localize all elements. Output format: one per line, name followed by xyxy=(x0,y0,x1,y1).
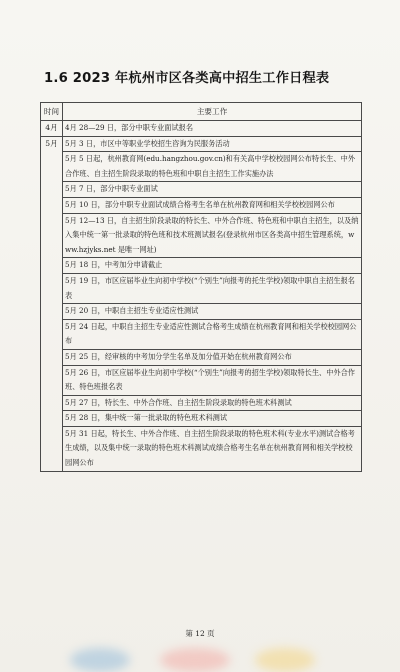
header-time: 时间 xyxy=(41,103,63,121)
table-row xyxy=(41,319,362,349)
decorative-blob xyxy=(70,648,130,672)
work-item: 4月 28—29 日，部分中职专业面试报名 xyxy=(63,121,362,137)
table-row xyxy=(41,349,362,365)
table-row xyxy=(41,426,362,471)
month-cell-may: 5月 xyxy=(41,136,63,471)
table-row xyxy=(41,365,362,395)
decorative-blob xyxy=(255,648,315,672)
table-row xyxy=(41,136,362,152)
work-item: 5月 31 日起，特长生、中外合作班、自主招生阶段录取的特色班术科(专业水平)测试合格考生成绩，以及集中统一录取的特色班术科测试成绩合格考生名单在杭州教育网和相关学校校园网公布 xyxy=(63,426,362,471)
table-row xyxy=(41,121,362,137)
table-row xyxy=(41,411,362,427)
header-main-work: 主要工作 xyxy=(63,103,362,121)
table-row xyxy=(41,395,362,411)
table-row xyxy=(41,213,362,258)
month-cell-april: 4月 xyxy=(41,121,63,137)
work-item: 5月 18 日，中考加分申请截止 xyxy=(63,258,362,274)
schedule-table xyxy=(40,102,362,472)
work-item: 5月 25 日，经审核的中考加分学生名单及加分值开始在杭州教育网公布 xyxy=(63,349,362,365)
work-item: 5月 19 日，市区应届毕业生向初中学校(“个别生”向报考的托生学校)领取中职自主招生报名表 xyxy=(63,273,362,303)
table-row xyxy=(41,152,362,182)
work-item: 5月 24 日起，中职自主招生专业适应性测试合格考生成绩在杭州教育网和相关学校校园网公布 xyxy=(63,319,362,349)
work-item: 5月 26 日，市区应届毕业生向初中学校(“个别生”向报考的招生学校)领取特长生、中外合作班、特色班报名表 xyxy=(63,365,362,395)
page-number: 第 12 页 xyxy=(185,629,215,638)
work-item: 5月 10 日，部分中职专业面试成绩合格考生名单在杭州教育网和相关学校校园网公布 xyxy=(63,197,362,213)
table-row xyxy=(41,182,362,198)
decorative-blob xyxy=(160,648,230,672)
table-row xyxy=(41,304,362,320)
document-title: 1.6 2023 年杭州市区各类高中招生工作日程表 xyxy=(44,71,330,86)
work-item: 5月 3 日，市区中等职业学校招生咨询为民服务活动 xyxy=(63,136,362,152)
table-row xyxy=(41,273,362,303)
work-item: 5月 28 日，集中统一第一批录取的特色班术科测试 xyxy=(63,411,362,427)
work-item: 5月 7 日，部分中职专业面试 xyxy=(63,182,362,198)
table-row xyxy=(41,258,362,274)
table-row xyxy=(41,197,362,213)
work-item: 5月 5 日起，杭州教育网(edu.hangzhou.gov.cn)和有关高中学校校园网公布特长生、中外合作班、自主招生阶段录取的特色班和中职自主招生工作实施办法 xyxy=(63,152,362,182)
table-header-row xyxy=(41,103,362,121)
work-item: 5月 27 日，特长生、中外合作班、自主招生阶段录取的特色班术科测试 xyxy=(63,395,362,411)
work-item: 5月 12—13 日，自主招生阶段录取的特长生、中外合作班、特色班和中职自主招生，以及纳入集中统一第一批录取的特色班和技术班测试报名(登录杭州市区各类高中招生管理系统，www.hzjyks.net 是唯一网址) xyxy=(63,213,362,258)
work-item: 5月 20 日，中职自主招生专业适应性测试 xyxy=(63,304,362,320)
